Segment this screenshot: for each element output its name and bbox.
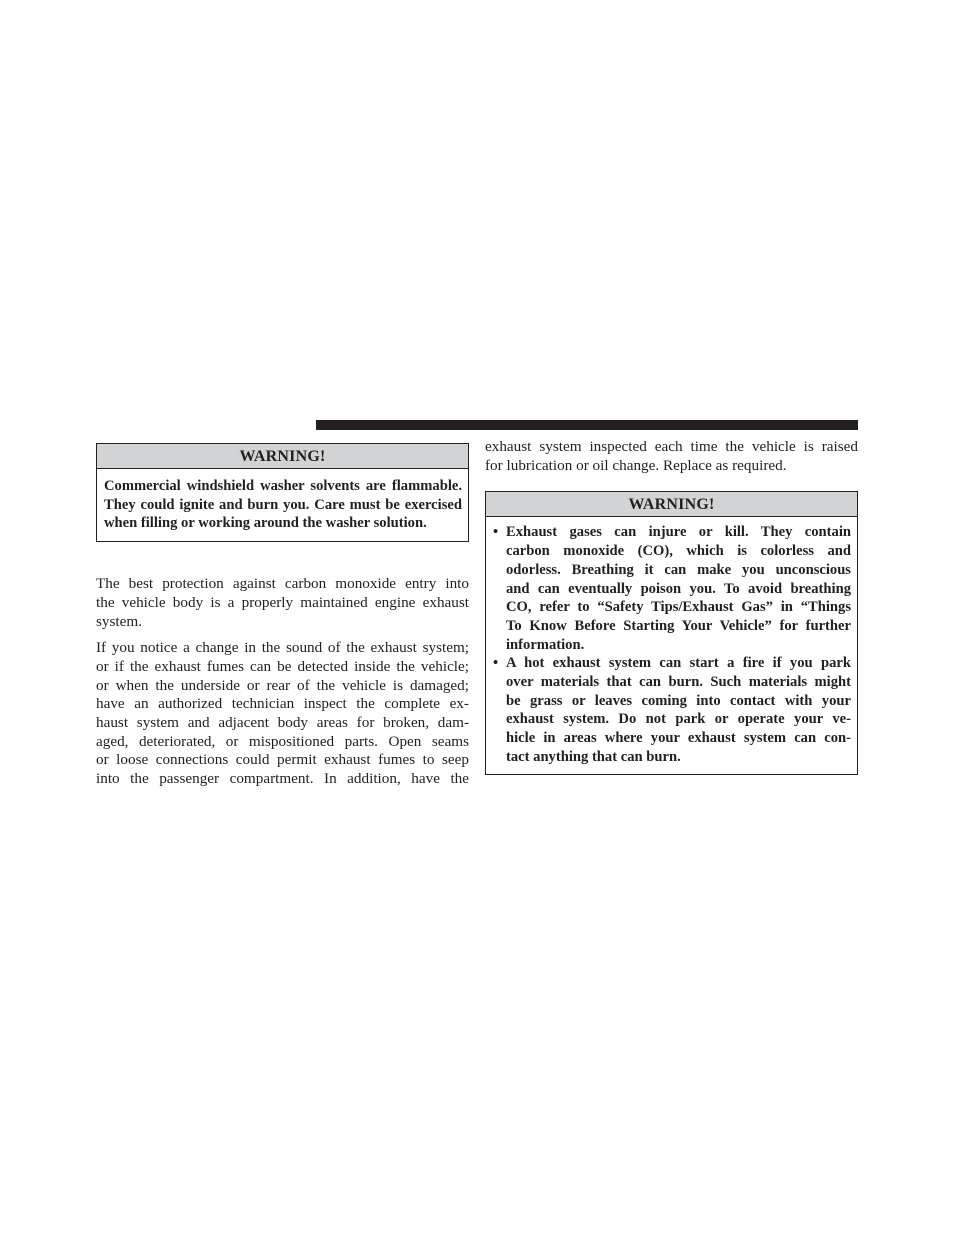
text-line: If you notice a change in the sound of the exhaust system; (96, 639, 469, 657)
text-line: odorless. Breathing it can make you unconscious (506, 561, 851, 578)
text-line: have an authorized technician inspect the complete ex- (96, 695, 469, 713)
text-line: be grass or leaves coming into contact with your (506, 692, 851, 709)
list-item (492, 654, 851, 766)
text-line: the vehicle body is a properly maintained engine exhaust (96, 593, 469, 611)
right-column (485, 438, 858, 775)
warning-heading: WARNING! (486, 492, 857, 517)
text-line: when filling or working around the washer solution. (104, 515, 427, 532)
text-line: Exhaust gases can injure or kill. They contain (506, 524, 851, 541)
text-line: CO, refer to “Safety Tips/Exhaust Gas” in “Things (506, 599, 851, 616)
text-line: tact anything that can burn. (506, 748, 681, 765)
left-column (96, 443, 469, 789)
text-line: A hot exhaust system can start a fire if you park (506, 655, 851, 672)
paragraph-exhaust-continued (485, 438, 858, 475)
header-rule (316, 420, 858, 430)
text-line: over materials that can burn. Such materials might (506, 674, 851, 691)
text-line: or loose connections could permit exhaust fumes to seep (96, 751, 469, 769)
text-line: carbon monoxide (CO), which is colorless and (506, 543, 851, 560)
warning-text (486, 517, 857, 773)
bullet-icon: • (493, 524, 499, 541)
text-line: exhaust system. Do not park or operate your ve- (506, 711, 851, 728)
text-line: into the passenger compartment. In addition, have the (96, 770, 469, 788)
text-line: aged, deteriorated, or mispositioned parts. Open seams (96, 732, 469, 750)
text-line: To Know Before Starting Your Vehicle” for further (506, 617, 851, 634)
text-line: or when the underside or rear of the vehicle is damaged; (96, 676, 469, 694)
warning-heading: WARNING! (97, 444, 468, 469)
warning-box-washer-solvent (96, 443, 469, 542)
list-item (492, 523, 851, 654)
paragraph-exhaust-inspection (96, 639, 469, 789)
text-line: The best protection against carbon monoxide entry into (96, 575, 469, 593)
text-line: exhaust system inspected each time the vehicle is raised (485, 438, 858, 455)
text-line: or if the exhaust fumes can be detected inside the vehicle; (96, 657, 469, 675)
text-line: hicle in areas where your exhaust system can con- (506, 730, 851, 747)
warning-text (97, 469, 468, 541)
warning-box-exhaust (485, 491, 858, 774)
text-line: for lubrication or oil change. Replace as required. (485, 456, 787, 474)
text-line: and can eventually poison you. To avoid breathing (506, 580, 851, 597)
text-line: system. (96, 612, 142, 630)
warning-list (492, 523, 851, 766)
text-line: information. (506, 636, 585, 653)
text-line: Commercial windshield washer solvents are flammable. (104, 478, 462, 494)
bullet-icon: • (493, 655, 499, 672)
text-line: They could ignite and burn you. Care must be exercised (104, 496, 462, 513)
text-line: haust system and adjacent body areas for broken, dam- (96, 714, 469, 732)
paragraph-carbon-monoxide (96, 575, 469, 631)
